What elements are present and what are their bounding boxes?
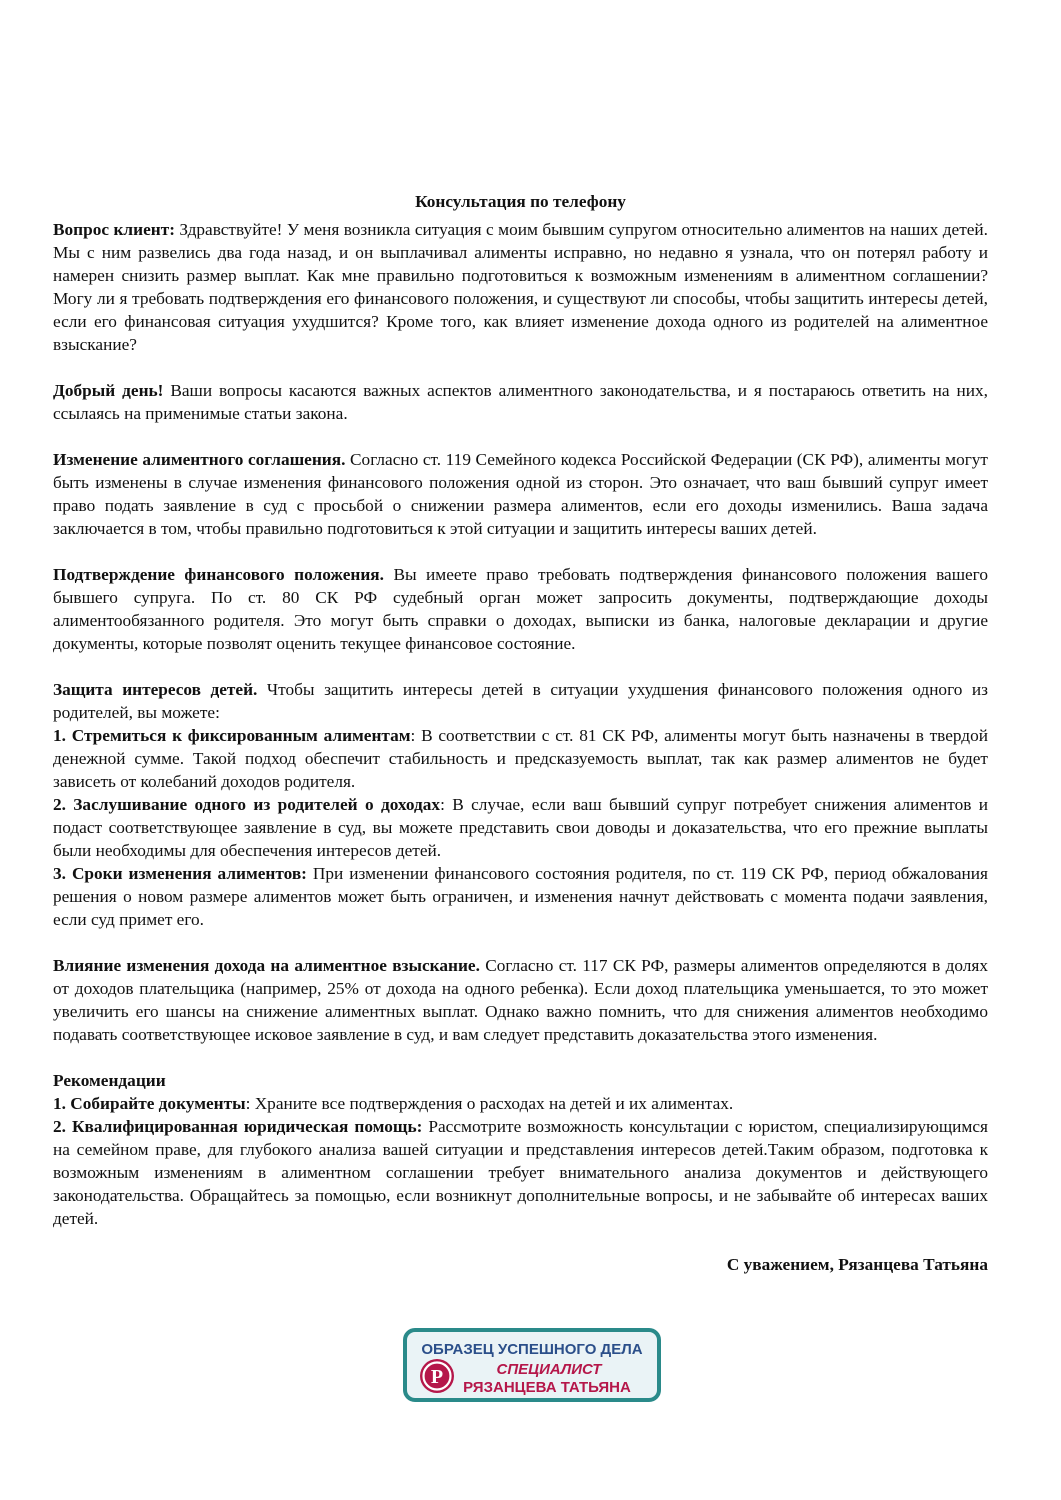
protection-section bbox=[53, 678, 988, 724]
recommendation-item-label: 1. Собирайте документы bbox=[53, 1094, 246, 1113]
confirmation-section-label: Подтверждение финансового положения. bbox=[53, 565, 384, 584]
protection-item bbox=[53, 862, 988, 931]
stamp-line-2: СПЕЦИАЛИСТ bbox=[496, 1361, 602, 1378]
client-question-text: Здравствуйте! У меня возникла ситуация с моим бывшим супругом относительно алиментов на наших детей. Мы с ним развелись два года назад, и он выплачивал алименты исправно, но недавно я узнала, что он потерял работу и намерен снизить размер выплат. Как мне правильно подготовиться к возможным изменениям в алиментном соглашении? Могу ли я требовать подтверждения его финансового положения, и существуют ли способы, чтобы защитить интересы детей, если его финансовая ситуация ухудшится? Кроме того, как влияет изменение дохода одного из родителей на алиментное взыскание? bbox=[53, 220, 988, 354]
confirmation-section bbox=[53, 563, 988, 655]
protection-item-label: 2. Заслушивание одного из родителей о доходах bbox=[53, 795, 441, 814]
client-question bbox=[53, 218, 988, 356]
success-case-stamp bbox=[403, 1328, 661, 1402]
influence-section-label: Влияние изменения дохода на алиментное взыскание. bbox=[53, 956, 480, 975]
protection-item-text: : В соответствии с ст. 81 СК РФ, алименты могут быть назначены в твердой денежной сумме. Такой подход обеспечит стабильность и предсказуемость выплат, так как размер алиментов не будет зависеть от колебаний доходов родителя. bbox=[53, 726, 988, 791]
protection-item-text: При изменении финансового состояния родителя, по ст. 119 СК РФ, период обжалования решения о новом размере алиментов может быть ограничен, и изменения начнут действовать с момента подачи заявления, если суд примет его. bbox=[53, 864, 988, 929]
protection-item bbox=[53, 724, 988, 793]
recommendation-item-text: : Храните все подтверждения о расходах на детей и их алиментах. bbox=[245, 1094, 734, 1113]
influence-section bbox=[53, 954, 988, 1046]
stamp-line-3: РЯЗАНЦЕВА ТАТЬЯНА bbox=[463, 1379, 631, 1396]
pinterest-icon bbox=[420, 1359, 454, 1393]
protection-item-label: 1. Стремиться к фиксированным алиментам bbox=[53, 726, 411, 745]
protection-item-text: : В случае, если ваш бывший супруг потребует снижения алиментов и подаст соответствующее заявление в суд, вы можете представить свои доводы и доказательства, что его прежние выплаты были необходимы для обеспечения интересов детей. bbox=[53, 795, 988, 860]
recommendations-heading-text: Рекомендации bbox=[53, 1071, 166, 1090]
protection-section-text: Чтобы защитить интересы детей в ситуации ухудшения финансового положения одного из родителей, вы можете: bbox=[53, 680, 988, 722]
document-body bbox=[53, 190, 988, 1276]
protection-item-label: 3. Сроки изменения алиментов: bbox=[53, 864, 307, 883]
client-question-label: Вопрос клиент: bbox=[53, 220, 175, 239]
recommendation-item bbox=[53, 1115, 988, 1230]
stamp-graphic bbox=[407, 1332, 657, 1398]
stamp-line-1: ОБРАЗЕЦ УСПЕШНОГО ДЕЛА bbox=[421, 1341, 643, 1358]
confirmation-section-text: Вы имеете право требовать подтверждения финансового положения вашего бывшего супруга. По ст. 80 СК РФ судебный орган может запросить документы, подтверждающие доходы алиментообязанного родителя. Это могут быть справки о доходах, выписки из банка, налоговые декларации и другие документы, которые позволят оценить текущее финансовое состояние. bbox=[53, 565, 988, 653]
change-section-label: Изменение алиментного соглашения. bbox=[53, 450, 346, 469]
greeting-paragraph bbox=[53, 379, 988, 425]
protection-item bbox=[53, 793, 988, 862]
recommendation-item-label: 2. Квалифицированная юридическая помощь: bbox=[53, 1117, 423, 1136]
signature: С уважением, Рязанцева Татьяна bbox=[726, 1255, 988, 1274]
document-title: Консультация по телефону bbox=[415, 192, 626, 211]
recommendations-heading bbox=[53, 1069, 988, 1092]
recommendation-item-text: Рассмотрите возможность консультации с юристом, специализирующимся на семейном праве, для глубокого анализа вашей ситуации и представления интересов детей.Таким образом, подготовка к возможным изменениям в алиментном соглашении требует внимательного анализа документов и действующего законодательства. Обращайтесь за помощью, если возникнут дополнительные вопросы, и не забывайте об интересах ваших детей. bbox=[53, 1117, 988, 1228]
recommendation-item bbox=[53, 1092, 988, 1115]
change-section-text: Согласно ст. 119 Семейного кодекса Российской Федерации (СК РФ), алименты могут быть изменены в случае изменения финансового положения одной из сторон. Это означает, что ваш бывший супруг имеет право подать заявление в суд с просьбой о снижении размера алиментов, если его доходы изменились. Ваша задача заключается в том, чтобы правильно подготовиться к этой ситуации и защитить интересы ваших детей. bbox=[53, 450, 988, 538]
greeting-text: Ваши вопросы касаются важных аспектов алиментного законодательства, и я постараюсь ответить на них, ссылаясь на применимые статьи закона. bbox=[53, 381, 988, 423]
influence-section-text: Согласно ст. 117 СК РФ, размеры алиментов определяются в долях от доходов плательщика (например, 25% от дохода на одного ребенка). Если доход плательщика уменьшается, то это может увеличить его шансы на снижение алиментных выплат. Однако важно помнить, что для снижения алиментов необходимо подавать соответствующее исковое заявление в суд, и вам следует представить доказательства этого изменения. bbox=[53, 956, 988, 1044]
change-section bbox=[53, 448, 988, 540]
protection-section-label: Защита интересов детей. bbox=[53, 680, 258, 699]
svg-text:P: P bbox=[430, 1366, 444, 1388]
greeting-label: Добрый день! bbox=[53, 381, 164, 400]
